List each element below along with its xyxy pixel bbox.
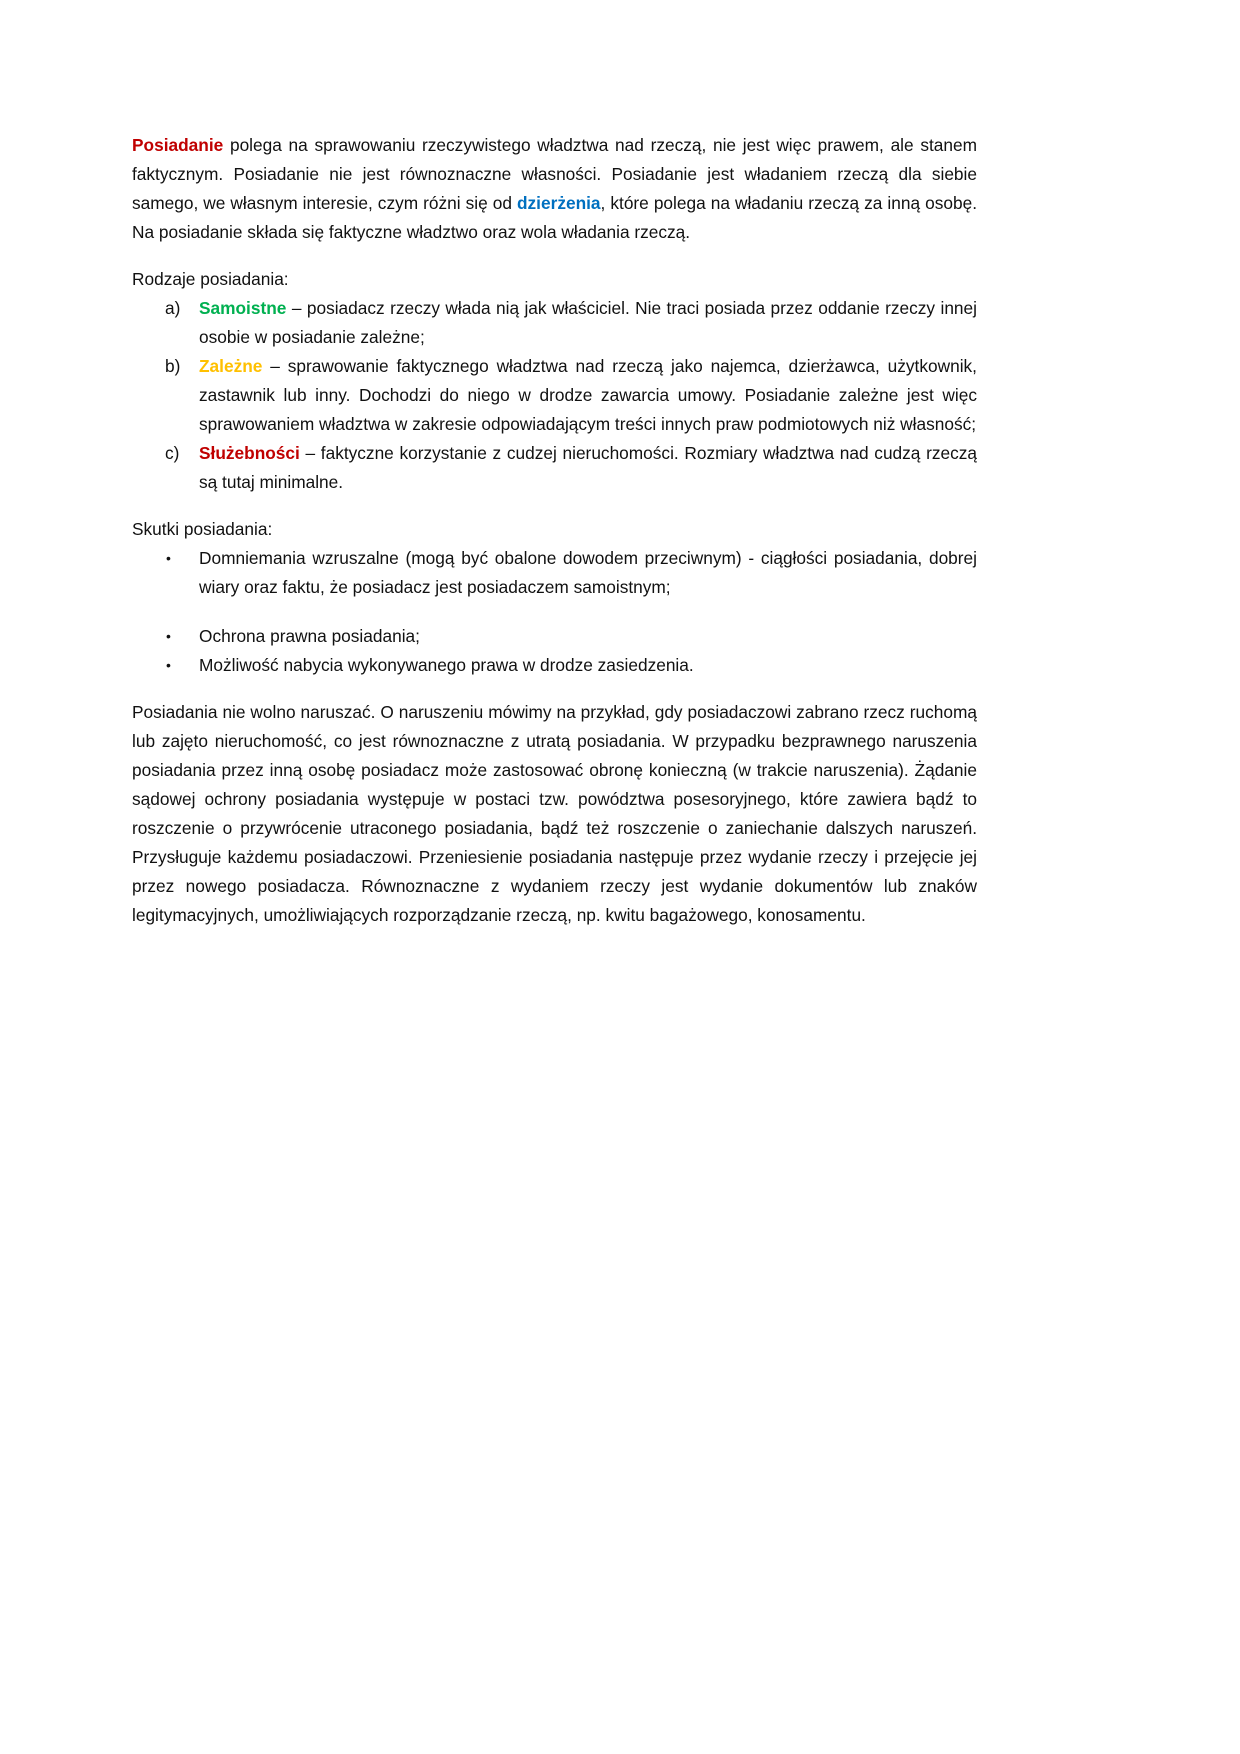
- list-item-text: – faktyczne korzystanie z cudzej nieruchomości. Rozmiary władztwa nad cudzą rzeczą są tutaj minimalne.: [199, 443, 977, 492]
- term-posiadanie: Posiadanie: [132, 135, 224, 155]
- term-sluzebnosci: Służebności: [199, 443, 300, 463]
- bullet-item: [132, 544, 977, 602]
- list-item-text: – sprawowanie faktycznego władztwa nad rzeczą jako najemca, dzierżawca, użytkownik, zastawnik lub inny. Dochodzi do niego w drodze zawarcia umowy. Posiadanie zależne jest więc sprawowaniem władztwa w zakresie odpowiadającym treści innych praw podmiotowych niż własność;: [199, 356, 977, 434]
- bullet-icon: •: [166, 657, 171, 673]
- list-item: [132, 352, 977, 439]
- list-marker: b): [165, 356, 181, 376]
- term-samoistne: Samoistne: [199, 298, 287, 318]
- document-page: [132, 131, 977, 930]
- intro-paragraph: [132, 131, 977, 247]
- list-item: [132, 439, 977, 497]
- list-marker: c): [165, 443, 180, 463]
- bullet-item: [132, 651, 977, 680]
- list-marker: a): [165, 298, 181, 318]
- bullet-icon: •: [166, 550, 171, 566]
- bullet-item: [132, 622, 977, 651]
- bullet-icon: •: [166, 628, 171, 644]
- intro-text-1: polega na sprawowaniu rzeczywistego władztwa nad rzeczą, nie jest więc prawem, ale stanem faktycznym. Posiadanie nie jest równoznaczne własności. Posiadanie jest władaniem rzeczą dla siebie samego, we własnym interesie, czym różni się od: [132, 135, 977, 213]
- closing-paragraph: Posiadania nie wolno naruszać. O naruszeniu mówimy na przykład, gdy posiadaczowi zabrano rzecz ruchomą lub zajęto nieruchomość, co jest równoznaczne z utratą posiadania. W przypadku bezprawnego naruszenia posiadania przez inną osobę posiadacz może zastosować obronę konieczną (w trakcie naruszenia). Żądanie sądowej ochrony posiadania występuje w postaci tzw. powództwa posesoryjnego, które zawiera bądź to roszczenie o przywrócenie utraconego posiadania, bądź też roszczenie o zaniechanie dalszych naruszeń. Przysługuje każdemu posiadaczowi. Przeniesienie posiadania następuje przez wydanie rzeczy i przejęcie jej przez nowego posiadacza. Równoznaczne z wydaniem rzeczy jest wydanie dokumentów lub znaków legitymacyjnych, umożliwiających rozporządzanie rzeczą, np. kwitu bagażowego, konosamentu.: [132, 702, 977, 925]
- bullet-text: Możliwość nabycia wykonywanego prawa w drodze zasiedzenia.: [199, 655, 694, 675]
- spacer: [132, 602, 977, 622]
- list-item-text: – posiadacz rzeczy włada nią jak właściciel. Nie traci posiada przez oddanie rzeczy innej osobie w posiadanie zależne;: [199, 298, 977, 347]
- list-item: [132, 294, 977, 352]
- effects-list: [132, 544, 977, 680]
- bullet-text: Ochrona prawna posiadania;: [199, 626, 420, 646]
- term-zalezne: Zależne: [199, 356, 263, 376]
- types-heading: Rodzaje posiadania:: [132, 269, 289, 289]
- types-list: [132, 294, 977, 497]
- intro-text-2: , które polega na władaniu rzeczą za inną osobę. Na posiadanie składa się faktyczne władztwo oraz wola władania rzeczą.: [132, 193, 977, 242]
- bullet-text: Domniemania wzruszalne (mogą być obalone dowodem przeciwnym) - ciągłości posiadania, dobrej wiary oraz faktu, że posiadacz jest posiadaczem samoistnym;: [199, 548, 977, 597]
- effects-heading: Skutki posiadania:: [132, 519, 273, 539]
- term-dzierzenie: dzierżenia: [516, 193, 601, 213]
